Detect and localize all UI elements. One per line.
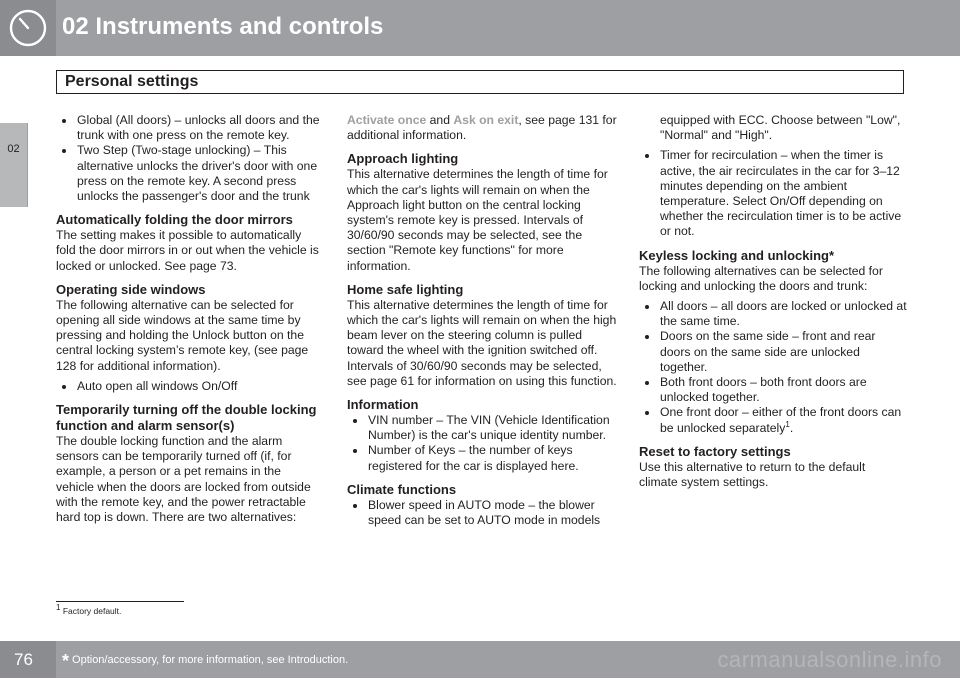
heading-information: Information: [347, 397, 419, 413]
heading-reset: Reset to factory settings: [639, 443, 791, 459]
footer-note-text: Option/accessory, for more information, see Introduction.: [72, 654, 349, 666]
list-item-text: One front door – either of the front doors can be unlocked separately: [660, 405, 902, 435]
paragraph-approach-lighting: This alternative determines the length of time for which the car's lights will remain on when the Approach light button on the central locking system's remote key is pressed. Intervals of 30/60/90 seconds may be selected, see the section "Remote key functions" for more information.: [347, 167, 608, 273]
column-1: [56, 113, 321, 525]
chapter-tab: [0, 123, 28, 207]
list-item: VIN number – The VIN (Vehicle Identification Number) is the car's unique identity number.: [347, 413, 617, 443]
option-ask-on-exit: Ask on exit: [453, 113, 519, 127]
list-item: Timer for recirculation – when the timer is active, the air recirculates in the car for 3–12 minutes depending on the ambient temperature. Select On/Off depending on whether the recirculation timer is to be active or not.: [639, 148, 907, 239]
chapter-title: 02 Instruments and controls: [62, 13, 384, 40]
heading-home-safe-lighting: Home safe lighting: [347, 281, 464, 297]
footnote: [56, 603, 122, 616]
heading-approach-lighting: Approach lighting: [347, 151, 459, 167]
list-item: Auto open all windows On/Off: [56, 379, 321, 394]
list-item: Two Step (Two-stage unlocking) – This alternative unlocks the driver's door with one press on the remote key. A second press unlocks the passenger's door and the trunk: [56, 143, 321, 204]
heading-climate-functions: Climate functions: [347, 481, 457, 497]
heading-side-windows: Operating side windows: [56, 281, 206, 297]
paragraph-home-safe-lighting: This alternative determines the length of time for which the car's lights will remain on when the high beam lever on the steering column is pulled toward the wheel with the ignition switched off. Intervals of 30/60/90 seconds may be selected, see page 61 for information on using this function.: [347, 297, 617, 388]
footnote-number: 1: [56, 603, 61, 613]
chapter-tab-label: 02: [7, 143, 20, 155]
column-3: [639, 113, 907, 490]
section-bar: [56, 70, 904, 94]
footnote-mark: 1: [785, 419, 790, 429]
heading-double-locking: Temporarily turning off the double locking function and alarm sensor(s): [56, 402, 317, 434]
period: .: [789, 420, 794, 435]
page-number-box: [0, 641, 56, 678]
paragraph-alternatives: [347, 113, 617, 143]
section-title: Personal settings: [65, 73, 199, 90]
paragraph-door-mirrors: The setting makes it possible to automatically fold the door mirrors in or out when the vehicle is locked or unlocked. See page 73.: [56, 228, 319, 273]
chapter-header: [0, 0, 960, 56]
logo-box: [0, 0, 56, 56]
asterisk: *: [62, 651, 70, 671]
footnote-text: Factory default.: [60, 606, 122, 616]
footer-note: [62, 651, 348, 672]
gauge-icon: [7, 7, 49, 49]
paragraph-continued: equipped with ECC. Choose between "Low", "Normal" and "High".: [660, 113, 901, 143]
list-item: All doors – all doors are locked or unlocked at the same time.: [639, 299, 907, 329]
watermark: carmanualsonline.info: [717, 647, 942, 672]
page-number: 76: [14, 650, 33, 669]
list-item: Number of Keys – the number of keys registered for the car is displayed here.: [347, 443, 617, 473]
text-and: and: [426, 113, 454, 127]
paragraph-side-windows: The following alternative can be selected for opening all side windows at the same time by pressing and holding the Unlock button on the central locking system’s remote key, (see page 128 for additional information).: [56, 297, 309, 373]
list-item: Doors on the same side – front and rear doors on the same side are unlocked together.: [639, 329, 907, 375]
paragraph-keyless: The following alternatives can be selected for locking and unlocking the doors and trunk:: [639, 263, 883, 293]
text-see-page: , see page 131 for additional information.: [347, 113, 617, 143]
list-item: Both front doors – both front doors are unlocked together.: [639, 375, 907, 405]
heading-keyless: Keyless locking and unlocking*: [639, 247, 835, 263]
list-item: Global (All doors) – unlocks all doors and the trunk with one press on the remote key.: [56, 113, 321, 143]
heading-door-mirrors: Automatically folding the door mirrors: [56, 212, 293, 228]
page-footer: [0, 641, 960, 678]
paragraph-double-locking: The double locking function and the alarm sensors can be temporarily turned off (if, for example, a person or a pet remains in the vehicle when the doors are locked from outside with the remote key, and the power retractable hard top is down. There are two alternatives:: [56, 434, 311, 525]
option-activate-once: Activate once: [347, 113, 427, 127]
footnote-divider: [56, 601, 184, 602]
list-item: [639, 405, 907, 435]
list-item: Blower speed in AUTO mode – the blower speed can be set to AUTO mode in models: [347, 498, 617, 528]
paragraph-reset: Use this alternative to return to the default climate system settings.: [639, 459, 866, 490]
column-2: [347, 113, 617, 528]
